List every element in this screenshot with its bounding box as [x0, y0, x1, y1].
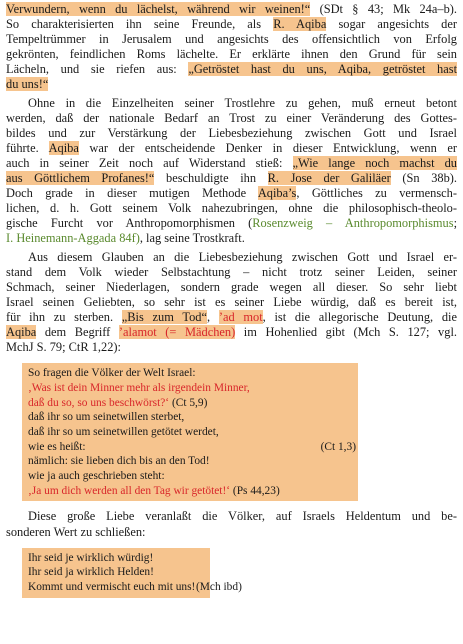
text-line: führte. Aqiba war der entscheidende Denker in dieser Entwicklung, wenn er: [6, 140, 457, 155]
text-line: stand dem Volk wieder Selbstachtung – nicht trotz seiner Leiden, seiner: [6, 264, 457, 279]
highlight-quote: du uns!“: [6, 77, 49, 92]
highlight-quote: „Wie lange noch machst du: [292, 155, 457, 170]
citation-reference: I. Heinemann-Aggada 84f): [6, 231, 140, 246]
quote-line: daß ihr so um seinetwillen sterbet,: [28, 411, 185, 424]
text-line: Lächeln, und sie riefen aus: „Getröstet hast du uns, Aqiba, getröstet hast: [6, 62, 457, 77]
text-line: gische Furcht vor Anthropomorphismen (Rosenzweig – Anthropomorphismus;: [6, 216, 457, 231]
paragraph-2: [6, 96, 457, 247]
text-line: aus Göttlichem Profanes!“ beschuldigte ihn R. Jose der Galiläer (Sn 38b).: [6, 171, 457, 186]
text-line: Aus diesem Glauben an die Liebesbeziehung zwischen Gott und Israel er-: [28, 249, 457, 264]
quote-line: So fragen die Völker der Welt Israel:: [28, 367, 196, 380]
text-line: für ihn zu sterben. „Bis zum Tod“, ’ad mot, ist die allegorische Deutung, die: [6, 309, 457, 324]
text-line: [6, 77, 457, 92]
paragraph-4: [6, 509, 457, 539]
highlight-quote: Verwundern, wenn du lächelst, während wir weinen!“: [6, 2, 311, 16]
highlight-term: ’ad mot: [218, 309, 263, 324]
quote-line: Ihr seid je wirklich würdig!: [28, 551, 154, 564]
quote-line: wie es heißt: (Ct 1,3): [28, 440, 356, 453]
text-line: Diese große Liebe veranlaßt die Völker, auf Israels Heldentum und be-: [28, 509, 457, 524]
highlight-quote: „Getröstet hast du uns, Aqiba, getröstet hast: [188, 62, 457, 77]
text-line: So charakterisierten ihn seine Freunde, als R. Aqiba sogar angesichts der: [6, 17, 457, 32]
quote-line: nämlich: sie lieben dich bis an den Tod!: [28, 455, 210, 468]
text-line: gekrönten, feindlichen Roms lächelte. Er erklärte ihnen den Grund für sein: [6, 47, 457, 62]
citation-reference: (Mch ibd): [196, 580, 242, 593]
text-line: auch in seiner Zeit noch auf Widerstand stieß: „Wie lange noch machst du: [6, 155, 457, 170]
text-line: Tempeltrümmer in Jerusalem und angesichts des offensichtlich von Erfolg: [6, 32, 457, 47]
highlight-term: (= Mädchen): [156, 324, 236, 339]
citation-reference: (Ct 1,3): [320, 440, 356, 453]
citation-reference: Rosenzweig – Anthropomorphismus: [252, 216, 454, 231]
highlight-quote: „Bis zum Tod“: [121, 309, 207, 324]
quote-line: daß ihr so um seinetwillen getötet werdet,: [28, 425, 219, 438]
text-line: Ohne in die Einzelheiten seiner Trostlehre zu gehen, muß erneut betont: [28, 95, 457, 110]
quote-line: Ihr seid ja wirklich Helden!: [28, 566, 154, 579]
highlight-quote: aus Göttlichem Profanes!“: [6, 171, 155, 186]
highlight-term: ’alamot: [118, 324, 157, 339]
quotation-box: [22, 548, 210, 598]
highlight-name: Aqiba: [6, 324, 37, 339]
text-line: sonderen Wert zu schließen:: [6, 524, 146, 539]
highlight-name: Aqiba’s: [257, 186, 297, 201]
text-line: MchJ S. 79; CtR 1,22):: [6, 340, 121, 355]
text-line: Schmach, seiner Niederlagen, sondern grade wegen all dieser. So sehr liebt: [6, 279, 457, 294]
text-line: werden, daß der nationale Bedarf an Trost zu einer Veränderung des Gottes-: [6, 110, 457, 125]
text-line: I. Heinemann-Aggada 84f), lag seine Trostkraft.: [6, 231, 245, 246]
text-line: Aqiba dem Begriff ’alamot (= Mädchen) im Hohenlied gibt (Mch S. 127; vgl.: [6, 324, 457, 339]
highlight-name: R. Jose der Galiläer: [267, 171, 391, 186]
quotation-box: [22, 363, 358, 501]
quote-line: ‚Ja um dich werden all den Tag wir getötet!‘ (Ps 44,23): [28, 484, 280, 497]
text-line: bildes und zur Verstärkung der Liebesbeziehung zwischen Gott und Israel: [6, 125, 457, 140]
quote-line: wie ja auch geschrieben steht:: [28, 470, 165, 483]
text-line: Israel seinen Geliebten, so sehr ist es seiner Liebe würdig, daß es bereit ist,: [6, 294, 457, 309]
text-line: Doch grade in dieser mutigen Methode Aqiba’s, Göttliches zu vermensch-: [6, 186, 457, 201]
paragraph-3: [6, 250, 457, 356]
quote-line: daß du so, so uns beschwörst?‘ (Ct 5,9): [28, 396, 208, 409]
highlight-name: Aqiba: [48, 140, 79, 155]
highlight-name: R. Aqiba: [273, 17, 327, 32]
text-line: Verwundern, wenn du lächelst, während wir weinen!“ (SDt § 43; Mk 24a–b).: [6, 2, 457, 16]
quote-line: Kommt und vermischt euch mit uns!: [28, 581, 196, 594]
quote-line: ‚Was ist dein Minner mehr als irgendein Minner,: [28, 381, 250, 394]
text-line: lichen, d. h. Gott seinem Volk nahezubringen, ohne die philosophisch-theolo-: [6, 201, 457, 216]
paragraph-1: [6, 2, 457, 93]
